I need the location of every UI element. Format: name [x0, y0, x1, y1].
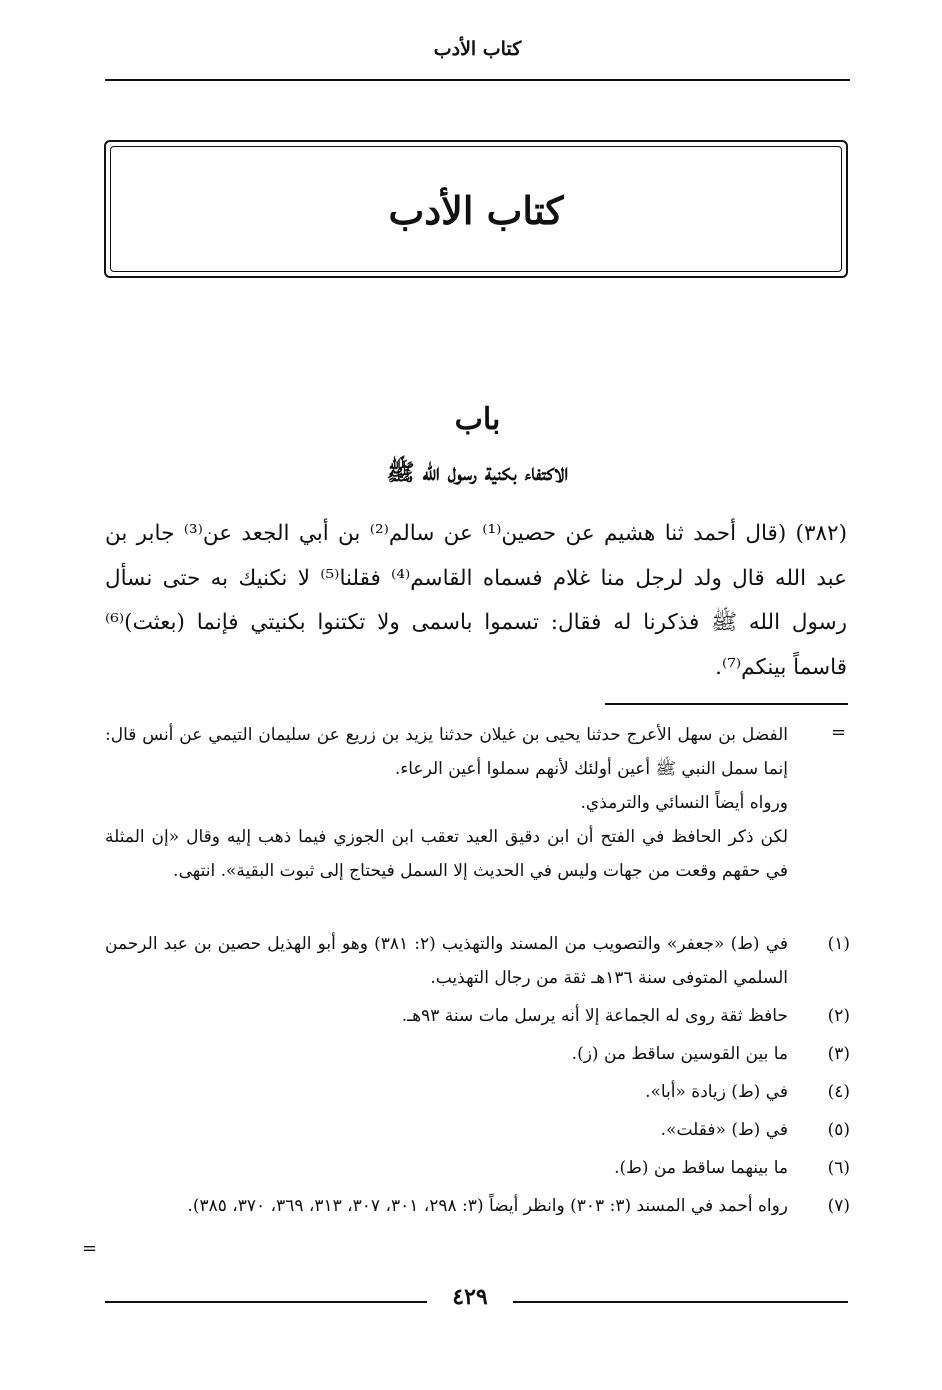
- footer-rule-left: [105, 1301, 427, 1303]
- footnote-number: (٥): [827, 1120, 850, 1140]
- continuation-marker-bottom: =: [82, 1238, 98, 1259]
- footnote-item: [105, 1151, 850, 1185]
- footer-rule-right: [513, 1301, 848, 1303]
- footnote-text: حافظ ثقة روى له الجماعة إلا أنه يرسل مات سنة ٩٣هـ.: [401, 1006, 788, 1026]
- footnote-item: [105, 999, 850, 1033]
- footnote-text: ما بينهما ساقط من (ط).: [614, 1158, 788, 1178]
- running-head: كتاب الأدب: [433, 38, 522, 60]
- footnote-item: [105, 1075, 850, 1109]
- header-rule: [105, 79, 850, 81]
- footnote-text: رواه أحمد في المسند (٣: ٣٠٣) وانظر أيضاً (٣: ٢٩٨، ٣٠١، ٣٠٧، ٣١٣، ٣٦٩، ٣٧٠، ٣٨٥).: [187, 1196, 788, 1216]
- footnote-item: [105, 927, 850, 995]
- footnote-continuation-paragraph: ورواه أيضاً النسائي والترمذي.: [580, 793, 788, 813]
- continuation-marker: =: [831, 722, 847, 743]
- chapter-title: الاكتفاء بكنية رسول الله ﷺ: [386, 459, 569, 486]
- footnote-number: (١): [827, 934, 850, 954]
- footnote-number: (٣): [827, 1044, 850, 1064]
- footnote-separator: [605, 703, 848, 705]
- footnote-item: [105, 1037, 850, 1071]
- footnote-continuation-paragraph: الفضل بن سهل الأعرج حدثنا يحيى بن غيلان حدثنا يزيد بن زريع عن سليمان التيمي عن أنس قال: إنما سمل النبي ﷺ أعين أولئك لأنهم سملوا أعين الرعاء.: [105, 725, 788, 779]
- footnote-item: [105, 1189, 850, 1223]
- footnote-text: في (ط) «فقلت».: [660, 1120, 788, 1140]
- hadith-text: (٣٨٢) (قال أحمد ثنا هشيم عن حصين⁽¹⁾ عن سالم⁽²⁾ بن أبي الجعد عن⁽³⁾ جابر بن عبد الله قال ولد لرجل منا غلام فسماه القاسم⁽⁴⁾ فقلنا⁽⁵⁾ لا نكنيك به حتى نسأل رسول الله ﷺ فذكرنا له فقال: تسموا باسمى ولا تكتنوا بكنيتي فإنما (بعثت)⁽⁶⁾ قاسماً بينكم⁽⁷⁾.: [105, 521, 847, 680]
- title-frame: [104, 140, 848, 278]
- footnote-number: (٦): [827, 1158, 850, 1178]
- footnote-item: [105, 1113, 850, 1147]
- footnote-number: (٧): [827, 1196, 850, 1216]
- footnote-list: [105, 927, 850, 1227]
- chapter-label: باب: [454, 402, 501, 437]
- footnote-continuation-paragraph: لكن ذكر الحافظ في الفتح أن ابن دقيق العيد تعقب ابن الجوزي فيما ذهب إليه وقال «إن المثلة في حقهم وقعت من جهات وليس في الحديث إلا السمل فيحتاج إلى ثبوت البقية». انتهى.: [105, 827, 788, 881]
- footnote-text: في (ط) زيادة «أبا».: [645, 1082, 788, 1102]
- footnote-number: (٢): [827, 1006, 850, 1026]
- page-number: ٤٢٩: [452, 1284, 488, 1310]
- footnote-text: في (ط) «جعفر» والتصويب من المسند والتهذيب (٢: ٣٨١) وهو أبو الهذيل حصين بن عبد الرحمن السلمي المتوفى سنة ١٣٦هـ ثقة من رجال التهذيب.: [105, 934, 788, 988]
- footnote-text: ما بين القوسين ساقط من (ز).: [571, 1044, 788, 1064]
- footnote-number: (٤): [827, 1082, 850, 1102]
- footnote-continuation: [105, 718, 788, 888]
- book-title: كتاب الأدب: [388, 188, 564, 233]
